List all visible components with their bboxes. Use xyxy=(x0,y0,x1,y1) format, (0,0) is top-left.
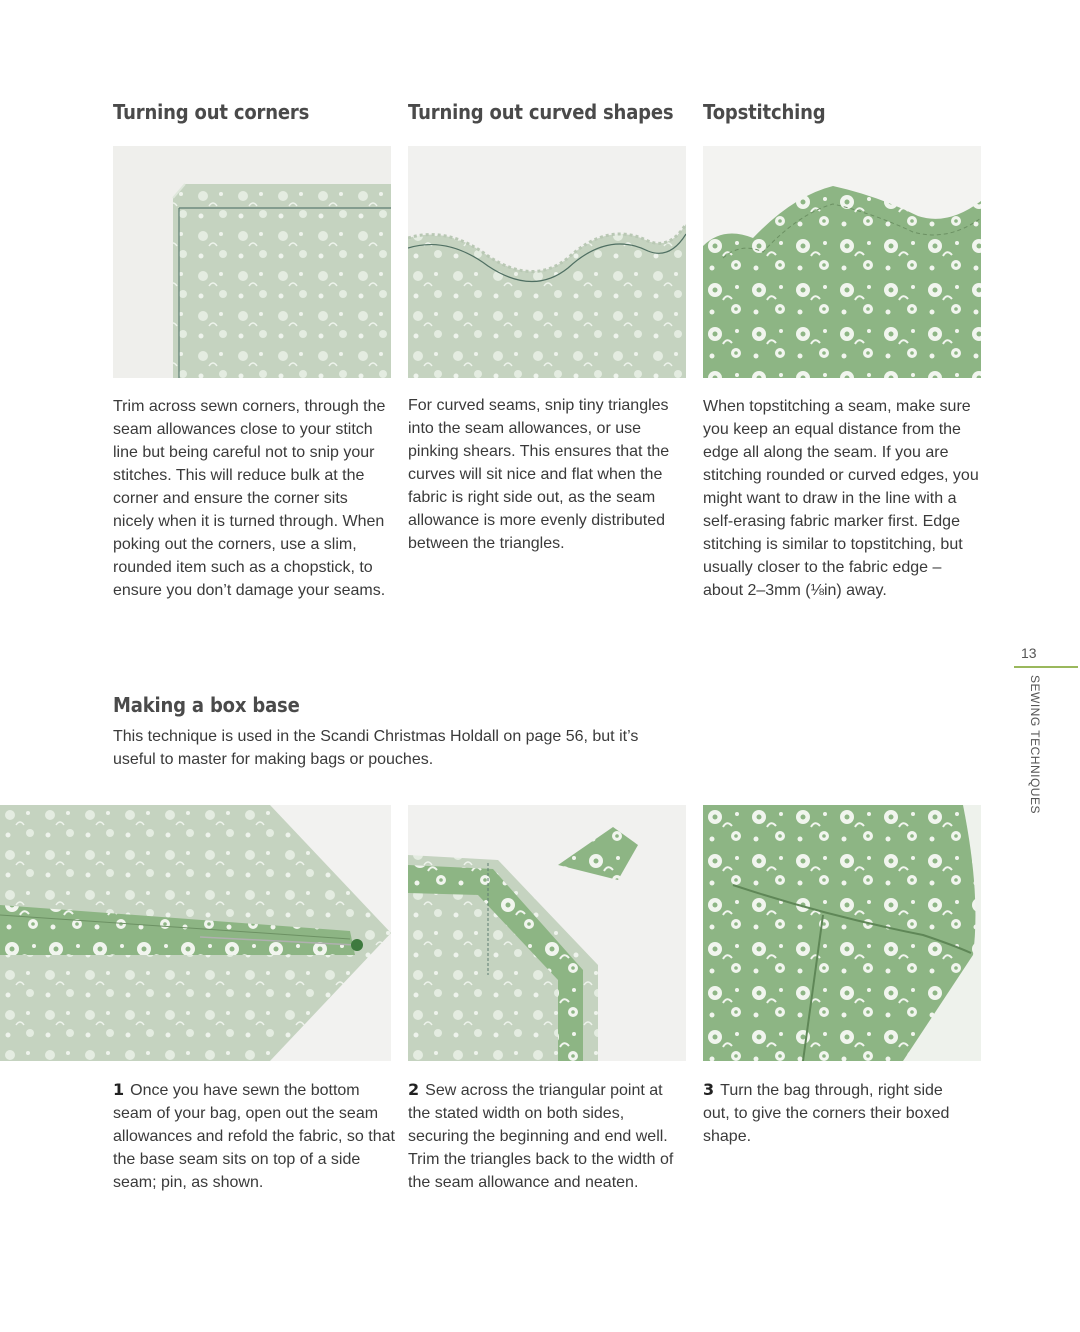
folio-divider xyxy=(1014,666,1078,668)
corners-text: Trim across sewn corners, through the seam allowances close to your stitch line but being careful not to snip your stitches. This will reduce bulk at the corner and ensure the corner sits nicely when it is turned through. When poking out the corners, use a slim, rounded item such as a chopstick, to ensure you don’t damage your seams. xyxy=(113,398,386,599)
step-2-body: Sew across the triangular point at the stated width on both sides, securing the beginning and end well. Trim the triangles back to the width of the seam allowance and neaten. xyxy=(408,1082,674,1191)
heading-turning-out-corners: Turning out corners xyxy=(113,100,310,124)
corner-photo xyxy=(113,146,391,378)
step-2-text xyxy=(408,1078,688,1194)
step-2-photo xyxy=(408,805,686,1061)
section-label: SEWING TECHNIQUES xyxy=(1028,675,1042,814)
heading-turning-out-curved-shapes: Turning out curved shapes xyxy=(408,100,674,124)
step-1-body: Once you have sewn the bottom seam of your bag, open out the seam allowances and refold the fabric, so that the base seam sits on top of a side seam; pin, as shown. xyxy=(113,1082,395,1191)
step-2-number: 2 xyxy=(408,1080,420,1099)
step-3-body: Turn the bag through, right side out, to give the corners their boxed shape. xyxy=(703,1082,950,1145)
box-base-intro: This technique is used in the Scandi Christmas Holdall on page 56, but it’s useful to master for making bags or pouches. xyxy=(113,728,639,768)
step-1-number: 1 xyxy=(113,1080,125,1099)
heading-topstitching: Topstitching xyxy=(703,100,826,124)
step-1-photo xyxy=(0,805,391,1061)
page-number: 13 xyxy=(1021,645,1037,661)
topstitching-text: When topstitching a seam, make sure you keep an equal distance from the edge all along the seam. If you are stitching rounded or curved edges, you might want to draw in the line with a self-erasing fabric marker first. Edge stitching is similar to topstitching, but usually closer to the fabric edge – about 2–3mm (⅛in) away. xyxy=(703,398,979,599)
curve-photo xyxy=(408,146,686,378)
heading-making-a-box-base: Making a box base xyxy=(113,693,300,717)
topstitch-photo xyxy=(703,146,981,378)
step-1-text xyxy=(113,1078,403,1194)
step-3-text xyxy=(703,1078,965,1148)
step-3-photo xyxy=(703,805,981,1061)
step-3-number: 3 xyxy=(703,1080,715,1099)
curved-text: For curved seams, snip tiny triangles into the seam allowances, or use pinking shears. This ensures that the curves will sit nice and flat when the fabric is right side out, as the seam allowance is more evenly distributed between the triangles. xyxy=(408,397,670,552)
